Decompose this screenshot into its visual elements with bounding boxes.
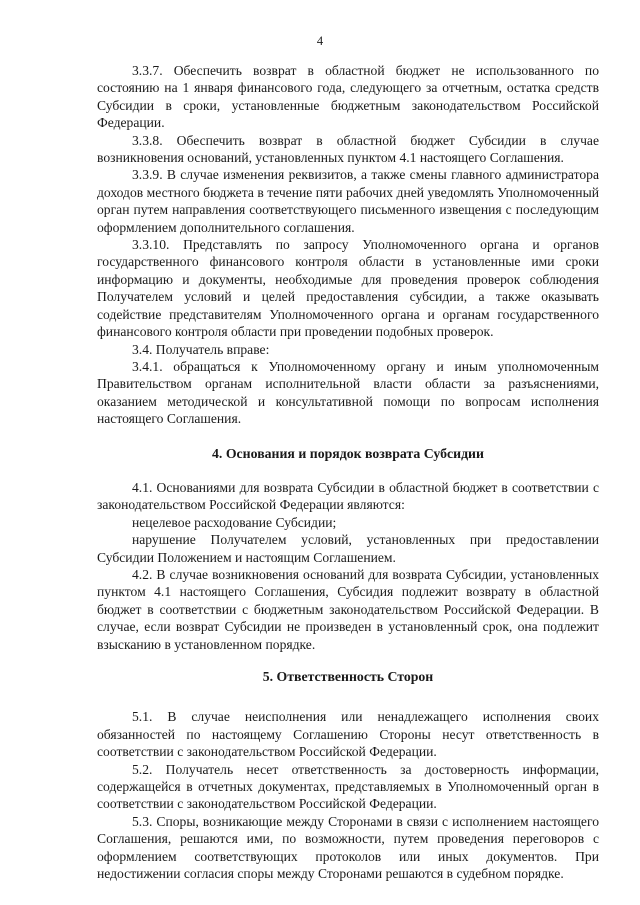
page-number: 4 (316, 34, 324, 48)
clause-3-4-1: 3.4.1. обращаться к Уполномоченному органу и иным уполномоченным Правительством органам исполнительной власти области за разъяснениями, оказанием методической и консультативной помощи по вопросам исполнения настоящего Соглашения. (97, 358, 599, 427)
clause-4-1: 4.1. Основаниями для возврата Субсидии в областной бюджет в соответствии с законодательством Российской Федерации являются: (97, 479, 599, 513)
clause-3-3-7: 3.3.7. Обеспечить возврат в областной бюджет не использованного по состоянию на 1 января финансового года, следующего за отчетным, остатка средств Субсидии в сроки, установленные бюджетным законодательством Российской Федерации. (97, 63, 599, 131)
section-4-heading: 4. Основания и порядок возврата Субсидии (212, 445, 484, 461)
section-5-heading: 5. Ответственность Сторон (262, 669, 434, 684)
clause-5-1: 5.1. В случае неисполнения или ненадлежащего исполнения своих обязанностей по настоящему Соглашению Стороны несут ответственность в соответствии с законодательством Российской Федерации. (97, 709, 599, 760)
document-body (97, 62, 599, 882)
clause-4-2: 4.2. В случае возникновения оснований для возврата Субсидии, установленных пунктом 4.1 настоящего Соглашения, Субсидия подлежит возврату в областной бюджет в соответствии с бюджетным законодательством Российской Федерации. В случае, если возврат Субсидии не произведен в установленный срок, она подлежит взысканию в установленном порядке. (97, 566, 599, 652)
clause-5-3: 5.3. Споры, возникающие между Сторонами в связи с исполнением настоящего Соглашения, решаются ими, по возможности, путем проведения переговоров с оформлением соответствующих протоколов или иных документов. При недостижении согласия споры между Сторонами решаются в судебном порядке. (97, 813, 599, 882)
clause-3-4: 3.4. Получатель вправе: (132, 341, 270, 357)
clause-4-1-item-2: нарушение Получателем условий, установленных при предоставлении Субсидии Положением и настоящим Соглашением. (97, 532, 599, 565)
clause-3-3-9: 3.3.9. В случае изменения реквизитов, а также смены главного администратора доходов местного бюджета в течение пяти рабочих дней уведомлять Уполномоченный орган путем направления соответствующего письменного извещения с последующим оформлением дополнительного соглашения. (97, 167, 599, 235)
clause-5-2: 5.2. Получатель несет ответственность за достоверность информации, содержащейся в отчетных документах, представляемых в Уполномоченный орган в соответствии с законодательством Российской Федерации. (97, 761, 599, 812)
clause-3-3-10: 3.3.10. Представлять по запросу Уполномоченного органа и органов государственного финансового контроля области в установленные ими сроки информацию и документы, необходимые для проведения проверок соблюдения Получателем условий и целей предоставления субсидии, а также оказывать содействие представителям Уполномоченного органа и органам государственного финансового контроля области при проведении подобных проверок. (97, 237, 599, 340)
clause-3-3-8: 3.3.8. Обеспечить возврат в областной бюджет Субсидии в случае возникновения оснований, установленных пунктом 4.1 настоящего Соглашения. (97, 132, 599, 166)
clause-4-1-item-1: нецелевое расходование Субсидии; (132, 514, 337, 530)
